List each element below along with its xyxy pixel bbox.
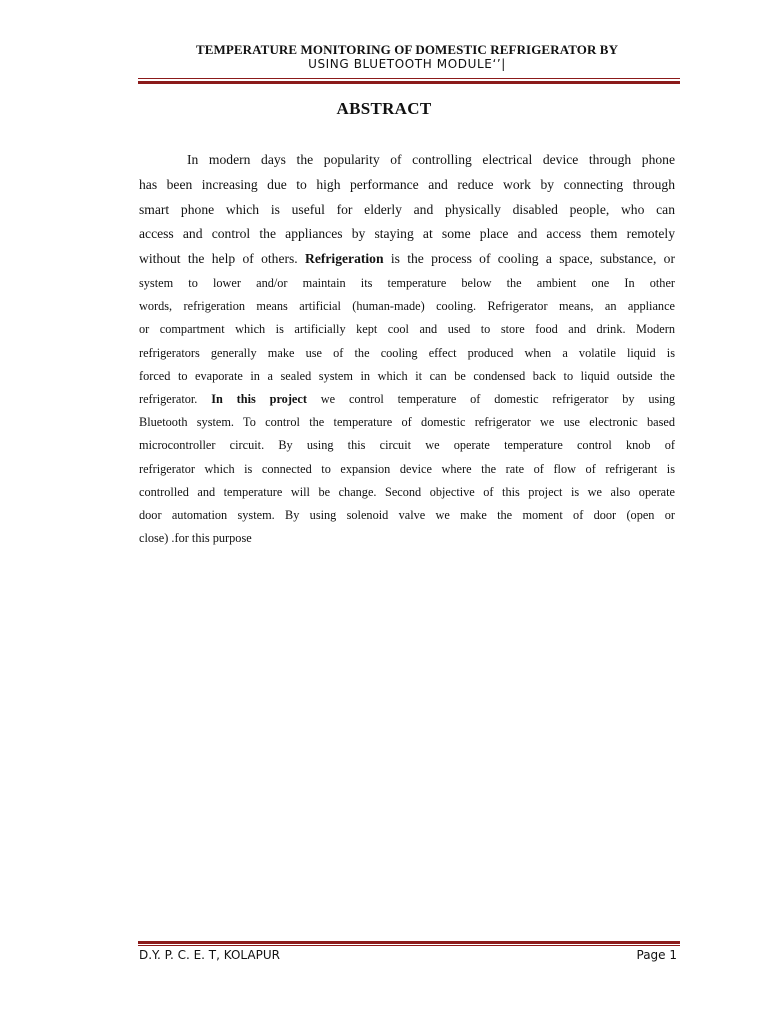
- header-title-line-1: TEMPERATURE MONITORING OF DOMESTIC REFRIGERATOR BY: [195, 42, 619, 57]
- header-rule-thin: [138, 78, 680, 79]
- abstract-line: has been increasing due to high performance and reduce work by connecting through: [139, 176, 675, 192]
- abstract-text: without the help of others.: [139, 251, 306, 267]
- abstract-line: refrigerator which is connected to expansion device where the rate of flow of refrigerant is: [139, 461, 675, 476]
- keyword-in-this-project: In this project: [211, 392, 307, 406]
- running-footer: [139, 948, 677, 964]
- abstract-line: In modern days the popularity of controlling electrical device through phone: [187, 152, 675, 167]
- abstract-line: smart phone which is useful for elderly and physically disabled people, who can: [139, 201, 675, 217]
- abstract-text: refrigerator.: [139, 392, 212, 406]
- abstract-line: words, refrigeration means artificial (human-made) cooling. Refrigerator means, an appliance: [139, 299, 675, 314]
- abstract-line: [139, 247, 675, 272]
- abstract-line: microcontroller circuit. By using this circuit we operate temperature control knob of: [139, 438, 675, 453]
- footer-rule-thick: [138, 941, 680, 944]
- header-title-line-2: USING BLUETOOTH MODULE‘’|: [308, 57, 506, 71]
- abstract-body: [139, 148, 675, 550]
- abstract-line: system to lower and/or maintain its temperature below the ambient one In other: [139, 275, 675, 290]
- header-rule-thick: [138, 81, 680, 84]
- abstract-line: or compartment which is artificially kept cool and used to store food and drink. Modern: [139, 322, 675, 337]
- abstract-line: controlled and temperature will be change. Second objective of this project is we also operate: [139, 484, 675, 499]
- keyword-refrigeration: Refrigeration: [305, 251, 384, 267]
- abstract-line: Bluetooth system. To control the temperature of domestic refrigerator we use electronic based: [139, 415, 675, 430]
- footer-institution: D.Y. P. C. E. T, KOLAPUR: [139, 948, 280, 962]
- abstract-line: refrigerators generally make use of the cooling effect produced when a volatile liquid is: [139, 345, 675, 360]
- abstract-line: access and control the appliances by staying at some place and access them remotely: [139, 226, 675, 242]
- section-title: ABSTRACT: [336, 99, 432, 118]
- page-number: Page 1: [636, 948, 677, 962]
- abstract-line: close) .for this purpose: [139, 531, 252, 546]
- abstract-line: forced to evaporate in a sealed system in which it can be condensed back to liquid outside the: [139, 368, 675, 383]
- running-header: [138, 42, 676, 72]
- abstract-text: is the process of cooling a space, substance, or: [383, 251, 675, 267]
- abstract-line: [139, 388, 675, 411]
- abstract-text: we control temperature of domestic refrigerator by using: [306, 392, 675, 406]
- abstract-line: door automation system. By using solenoid valve we make the moment of door (open or: [139, 508, 675, 523]
- footer-rule-thin: [138, 945, 680, 946]
